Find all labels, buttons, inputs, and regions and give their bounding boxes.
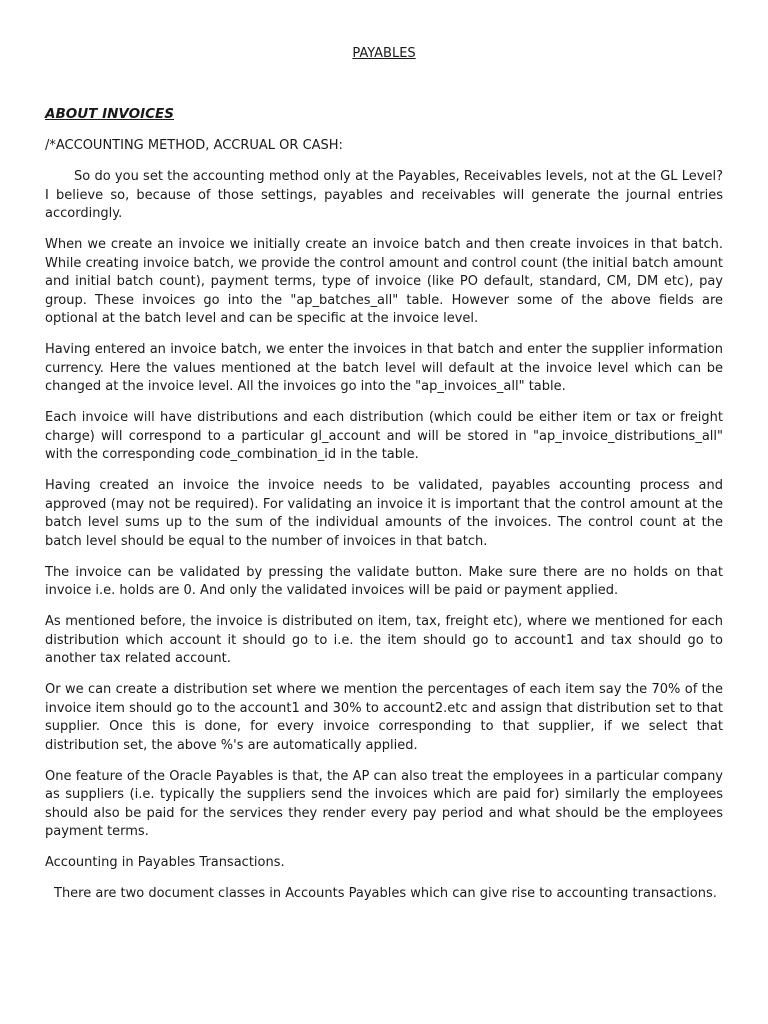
paragraph-distribution-accounts: As mentioned before, the invoice is distributed on item, tax, freight etc), where we mentioned for each distribution which account it should go to i.e. the item should go to account1 and tax should go to another tax related account.	[45, 614, 723, 666]
paragraph-entered-batch: Having entered an invoice batch, we enter the invoices in that batch and enter the supplier information currency. Here the values mentioned at the batch level will default at the invoice level which can be changed at the invoice level. All the invoices go into the "ap_invoices_all" table.	[45, 342, 723, 394]
section-heading: ABOUT INVOICES	[45, 106, 174, 122]
paragraph-distribution-set: Or we can create a distribution set where we mention the percentages of each item say the 70% of the invoice item should go to the account1 and 30% to account2.etc and assign that distribution set to that supplier. Once this is done, for every invoice corresponding to that supplier, if we select that distribution set, the above %'s are automatically applied.	[45, 682, 723, 753]
paragraph-distributions: Each invoice will have distributions and each distribution (which could be either item or tax or freight charge) will correspond to a particular gl_account and will be stored in "ap_invoice_distributions_all" with the corresponding code_combination_id in the table.	[45, 410, 723, 462]
paragraph-validate-button: The invoice can be validated by pressing the validate button. Make sure there are no holds on that invoice i.e. holds are 0. And only the validated invoices will be paid or payment applied.	[45, 564, 723, 598]
paragraph-accounting-transactions: Accounting in Payables Transactions.	[45, 855, 285, 870]
paragraph-employees-as-suppliers: One feature of the Oracle Payables is that, the AP can also treat the employees in a particular company as suppliers (i.e. typically the suppliers send the invoices which are paid for) similarly the employees should also be paid for the services they render every pay period and what should be the employees payment terms.	[45, 768, 723, 839]
paragraph-validation: Having created an invoice the invoice needs to be validated, payables accounting process and approved (may not be required). For validating an invoice it is important that the control amount at the batch level sums up to the sum of the individual amounts of the invoices. The control count at the batch level should be equal to the number of invoices in that batch.	[45, 478, 723, 549]
paragraph-accounting-method: /*ACCOUNTING METHOD, ACCRUAL OR CASH:	[45, 138, 343, 153]
paragraph-gl-level: So do you set the accounting method only at the Payables, Receivables levels, not at the GL Level? I believe so, because of those settings, payables and receivables will generate the journal entries accordingly.	[45, 169, 723, 221]
paragraph-document-classes: There are two document classes in Accounts Payables which can give rise to accounting transactions.	[54, 886, 717, 901]
document-body	[45, 137, 723, 916]
document-title: PAYABLES	[352, 46, 416, 61]
paragraph-invoice-batch: When we create an invoice we initially create an invoice batch and then create invoices in that batch. While creating invoice batch, we provide the control amount and control count (the initial batch amount and initial batch count), payment terms, type of invoice (like PO default, standard, CM, DM etc), pay group. These invoices go into the "ap_batches_all" table. However some of the above fields are optional at the batch level and can be specific at the invoice level.	[45, 237, 723, 326]
